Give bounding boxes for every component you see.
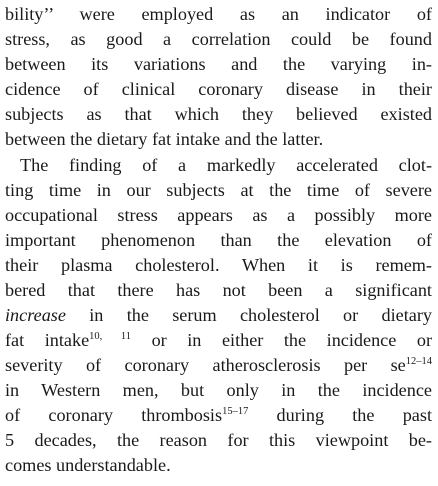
text-line [5,352,432,378]
text-line [5,126,432,152]
text-line [5,277,432,303]
text-line [5,252,432,278]
text-span: ting time in our subjects at the time of severe [5,180,432,200]
text-span: stress, as good a correlation could be found [5,29,432,49]
text-span: bered that there has not been a significant [5,280,432,300]
text-span: during the past [248,405,432,425]
text-span: comes understandable. [5,455,171,475]
text-span: in the serum cholesterol or dietary [65,305,432,325]
text-span: between the dietary fat intake and the latter. [5,129,324,149]
text-span: in Western men, but only in the incidence [5,380,432,400]
text-line [5,377,432,403]
text-span: important phenomenon than the elevation of [5,230,432,250]
text-span: between its variations and the varying in- [5,54,432,74]
text-line [5,402,432,428]
text-span: The finding of a markedly accelerated clot- [20,155,432,175]
text-line [5,227,432,253]
text-span: their plasma cholesterol. When it is remem- [5,255,432,275]
text-line [5,302,432,328]
text-line [5,76,432,102]
text-span: bility’’ were employed as an indicator of [5,4,432,24]
text-line [5,51,432,77]
italic-span: increase [5,305,66,325]
text-line [5,327,432,353]
text-span: subjects as that which they believed existed [5,104,432,124]
reference-superscript: 15–17 [222,406,249,417]
text-line [5,452,432,478]
text-line [5,202,432,228]
text-span: severity of coronary atherosclerosis per se [5,355,406,375]
text-line [5,26,432,52]
text-line [5,101,432,127]
text-span: or in either the incidence or [131,330,432,350]
reference-superscript: 10, 11 [89,331,132,342]
reference-superscript: 12–14 [405,356,432,367]
text-span: cidence of clinical coronary disease in their [5,79,432,99]
text-span: 5 decades, the reason for this viewpoint be- [5,430,432,450]
text-span: fat intake [5,330,90,350]
text-line [5,427,432,453]
text-span: occupational stress appears as a possibly more [5,205,432,225]
text-span: of coronary thrombosis [5,405,223,425]
text-line [5,177,432,203]
text-line [20,152,432,178]
text-line [5,1,432,27]
